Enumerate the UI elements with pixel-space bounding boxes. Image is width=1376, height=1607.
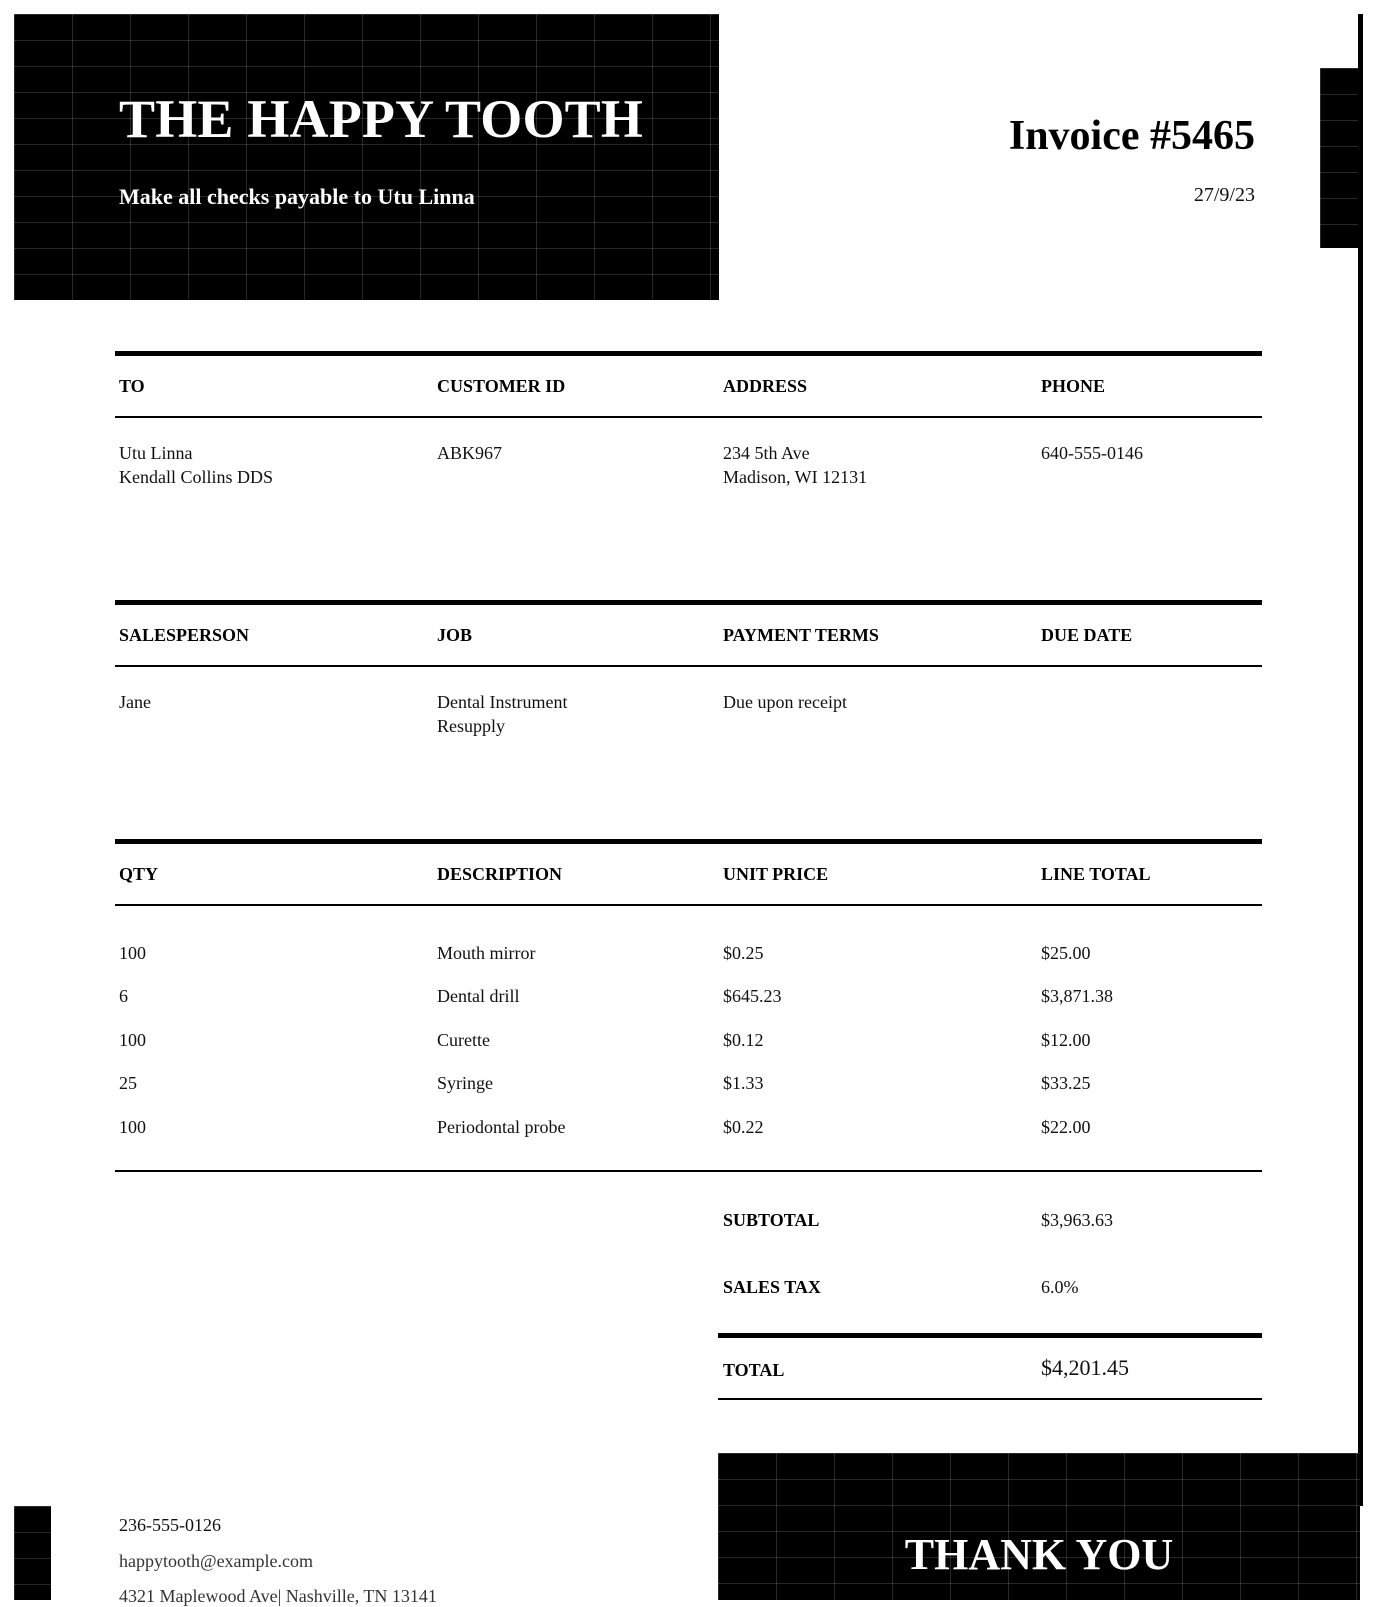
footer-address: 4321 Maplewood Ave| Nashville, TN 13141 bbox=[119, 1586, 437, 1606]
item-unit-price: $0.22 bbox=[723, 1117, 764, 1137]
header-unit-price: UNIT PRICE bbox=[723, 864, 829, 884]
table-top-rule bbox=[115, 839, 1262, 844]
customer-id: ABK967 bbox=[437, 443, 503, 463]
table-top-rule bbox=[115, 600, 1262, 605]
table-bottom-rule bbox=[115, 1170, 1262, 1172]
thank-you-text: THANK YOU bbox=[904, 1530, 1174, 1579]
item-qty: 25 bbox=[119, 1073, 137, 1093]
item-description: Curette bbox=[437, 1030, 490, 1050]
footer-left-strip bbox=[14, 1506, 51, 1600]
invoice-title: Invoice #5465 bbox=[1008, 113, 1255, 159]
header-job: JOB bbox=[437, 625, 473, 645]
item-qty: 6 bbox=[119, 986, 128, 1006]
item-line-total: $33.25 bbox=[1041, 1073, 1091, 1093]
right-edge-rule bbox=[1358, 14, 1363, 1506]
customer-phone: 640-555-0146 bbox=[1041, 443, 1143, 463]
item-line-total: $22.00 bbox=[1041, 1117, 1091, 1137]
table-top-rule bbox=[115, 351, 1262, 356]
header-description: DESCRIPTION bbox=[437, 864, 563, 884]
total-bottom-rule bbox=[718, 1398, 1262, 1400]
right-edge-tab bbox=[1320, 68, 1362, 248]
header-line-total: LINE TOTAL bbox=[1041, 864, 1151, 884]
total-label: TOTAL bbox=[723, 1360, 785, 1380]
item-description: Syringe bbox=[437, 1073, 493, 1093]
salesperson: Jane bbox=[119, 692, 151, 712]
item-description: Mouth mirror bbox=[437, 943, 536, 963]
header-rule bbox=[115, 904, 1262, 906]
header-due-date: DUE DATE bbox=[1041, 625, 1133, 645]
header-rule bbox=[115, 665, 1262, 667]
sales-tax-label: SALES TAX bbox=[723, 1277, 821, 1297]
subtotal-value: $3,963.63 bbox=[1041, 1210, 1113, 1230]
item-line-total: $12.00 bbox=[1041, 1030, 1091, 1050]
item-line-total: $25.00 bbox=[1041, 943, 1091, 963]
item-unit-price: $0.12 bbox=[723, 1030, 764, 1050]
address-line1: 234 5th Ave bbox=[723, 443, 810, 463]
footer-phone: 236-555-0126 bbox=[119, 1515, 221, 1535]
thank-you-banner bbox=[718, 1453, 1360, 1600]
item-qty: 100 bbox=[119, 1117, 146, 1137]
to-name: Utu Linna bbox=[119, 443, 193, 463]
header-customer-id: CUSTOMER ID bbox=[437, 376, 566, 396]
address-line2: Madison, WI 12131 bbox=[723, 467, 868, 487]
company-name: THE HAPPY TOOTH bbox=[119, 89, 644, 149]
header-to: TO bbox=[119, 376, 145, 396]
item-line-total: $3,871.38 bbox=[1041, 986, 1113, 1006]
header-banner bbox=[14, 14, 719, 300]
total-top-rule bbox=[718, 1333, 1262, 1338]
total-value: $4,201.45 bbox=[1041, 1355, 1129, 1380]
item-description: Dental drill bbox=[437, 986, 520, 1006]
subtotal-label: SUBTOTAL bbox=[723, 1210, 820, 1230]
header-salesperson: SALESPERSON bbox=[119, 625, 250, 645]
sales-tax-value: 6.0% bbox=[1041, 1277, 1079, 1297]
item-description: Periodontal probe bbox=[437, 1117, 566, 1137]
item-qty: 100 bbox=[119, 1030, 146, 1050]
payable-note: Make all checks payable to Utu Linna bbox=[119, 184, 475, 209]
item-qty: 100 bbox=[119, 943, 146, 963]
item-unit-price: $1.33 bbox=[723, 1073, 764, 1093]
header-address: ADDRESS bbox=[723, 376, 808, 396]
header-rule bbox=[115, 416, 1262, 418]
item-unit-price: $0.25 bbox=[723, 943, 764, 963]
footer-email: happytooth@example.com bbox=[119, 1551, 314, 1571]
header-payment-terms: PAYMENT TERMS bbox=[723, 625, 879, 645]
job-line2: Resupply bbox=[437, 716, 506, 736]
to-company: Kendall Collins DDS bbox=[119, 467, 274, 487]
header-qty: QTY bbox=[119, 864, 159, 884]
invoice-date: 27/9/23 bbox=[1193, 184, 1255, 206]
job-line1: Dental Instrument bbox=[437, 692, 568, 712]
header-phone: PHONE bbox=[1041, 376, 1106, 396]
item-unit-price: $645.23 bbox=[723, 986, 782, 1006]
payment-terms: Due upon receipt bbox=[723, 692, 847, 712]
